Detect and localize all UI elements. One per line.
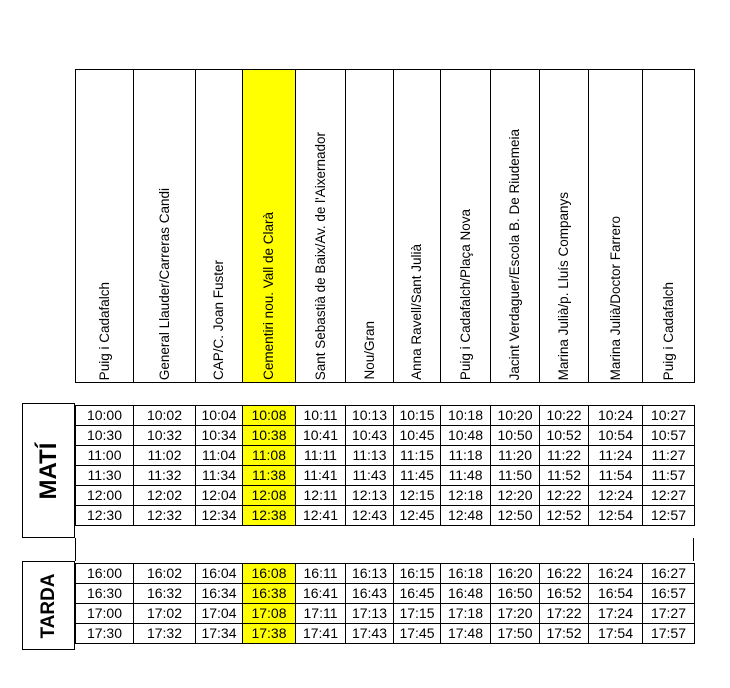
time-cell: 17:24 [589,604,643,624]
time-cell: 12:18 [441,486,491,506]
time-cell: 10:13 [346,406,394,426]
time-cell: 11:43 [346,466,394,486]
table-row [76,506,695,526]
stop-name: CAP/C. Joan Fuster [211,259,226,380]
time-cell: 10:41 [296,426,346,446]
time-cell: 11:00 [76,446,134,466]
time-cell: 17:02 [134,604,196,624]
time-cell: 17:32 [134,624,196,644]
time-cell: 10:43 [346,426,394,446]
time-cell: 17:00 [76,604,134,624]
time-cell: 12:02 [134,486,196,506]
time-cell: 12:43 [346,506,394,526]
time-cell: 12:22 [540,486,589,506]
time-cell: 10:24 [589,406,643,426]
time-cell: 16:22 [540,564,589,584]
time-cell: 17:38 [243,624,296,644]
section-mati-label-box [22,403,75,538]
table-row [76,426,695,446]
time-cell: 11:24 [589,446,643,466]
time-cell: 16:45 [394,584,441,604]
table-row [76,564,695,584]
stop-name: Marina Julià/Doctor Farrero [607,215,623,380]
time-cell: 16:30 [76,584,134,604]
time-cell: 11:32 [134,466,196,486]
time-cell: 16:18 [441,564,491,584]
time-cell: 11:04 [196,446,243,466]
time-cell: 17:08 [243,604,296,624]
time-cell: 16:20 [491,564,540,584]
time-cell: 10:02 [134,406,196,426]
time-cell: 11:34 [196,466,243,486]
time-cell: 12:11 [296,486,346,506]
stop-name: General Llauder/Carreras Candi [156,187,172,380]
time-cell: 10:48 [441,426,491,446]
time-cell: 12:38 [243,506,296,526]
time-cell: 17:20 [491,604,540,624]
stop-name: Puig i Cadafalch [660,281,676,380]
time-cell: 16:38 [243,584,296,604]
time-cell: 10:22 [540,406,589,426]
table-row [76,624,695,644]
time-cell: 17:30 [76,624,134,644]
time-cell: 16:08 [243,564,296,584]
time-cell: 10:50 [491,426,540,446]
time-cell: 10:34 [196,426,243,446]
time-cell: 16:48 [441,584,491,604]
time-cell: 17:18 [441,604,491,624]
time-cell: 10:30 [76,426,134,446]
time-cell: 10:08 [243,406,296,426]
table-row [76,584,695,604]
time-cell: 11:30 [76,466,134,486]
time-cell: 12:30 [76,506,134,526]
time-cell: 10:57 [643,426,695,446]
table-row [76,466,695,486]
time-cell: 10:52 [540,426,589,446]
time-cell: 11:18 [441,446,491,466]
table-row [76,604,695,624]
time-cell: 10:38 [243,426,296,446]
stop-header-8 [440,69,490,383]
time-cell: 11:11 [296,446,346,466]
time-cell: 16:00 [76,564,134,584]
time-cell: 12:45 [394,506,441,526]
time-cell: 17:43 [346,624,394,644]
time-cell: 16:15 [394,564,441,584]
stop-header-3 [195,69,242,383]
section-tarda-label: TARDA [37,572,59,639]
time-cell: 17:34 [196,624,243,644]
stop-header-12 [642,69,695,383]
schedule-table-mati [75,405,695,526]
time-cell: 16:32 [134,584,196,604]
time-cell: 16:43 [346,584,394,604]
time-cell: 10:27 [643,406,695,426]
stop-header-10 [539,69,588,383]
time-cell: 11:13 [346,446,394,466]
stop-name: Puig i Cadafalch/Plaça Nova [457,208,473,380]
time-cell: 17:57 [643,624,695,644]
time-cell: 12:15 [394,486,441,506]
time-cell: 12:57 [643,506,695,526]
stop-header-7 [393,69,440,383]
time-cell: 16:54 [589,584,643,604]
time-cell: 10:00 [76,406,134,426]
time-cell: 17:48 [441,624,491,644]
time-cell: 11:48 [441,466,491,486]
time-cell: 10:32 [134,426,196,446]
stop-name: Marina Julià/p. Lluís Companys [556,191,571,380]
section-tarda-label-box [22,561,75,650]
time-cell: 12:54 [589,506,643,526]
time-cell: 10:20 [491,406,540,426]
time-cell: 17:11 [296,604,346,624]
time-cell: 16:04 [196,564,243,584]
time-cell: 16:02 [134,564,196,584]
schedule-table-tarda [75,563,695,644]
time-cell: 12:24 [589,486,643,506]
time-cell: 10:18 [441,406,491,426]
stop-name: Anna Ravell/Sant Julià [409,244,424,380]
stop-header-9 [490,69,539,383]
time-cell: 17:54 [589,624,643,644]
time-cell: 17:15 [394,604,441,624]
time-cell: 10:04 [196,406,243,426]
time-cell: 11:15 [394,446,441,466]
stop-header-6 [345,69,393,383]
time-cell: 16:41 [296,584,346,604]
time-cell: 12:13 [346,486,394,506]
time-cell: 10:45 [394,426,441,446]
time-cell: 11:20 [491,446,540,466]
time-cell: 10:15 [394,406,441,426]
time-cell: 11:57 [643,466,695,486]
time-cell: 11:38 [243,466,296,486]
time-cell: 17:50 [491,624,540,644]
stop-header-2 [133,69,195,383]
stop-name: Nou/Gran [361,321,377,380]
time-cell: 11:50 [491,466,540,486]
stop-header-11 [588,69,642,383]
stop-header-5 [295,69,345,383]
time-cell: 12:50 [491,506,540,526]
time-cell: 11:54 [589,466,643,486]
time-cell: 12:08 [243,486,296,506]
time-cell: 16:34 [196,584,243,604]
time-cell: 16:24 [589,564,643,584]
time-cell: 11:45 [394,466,441,486]
stop-name: Puig i Cadafalch [96,281,112,380]
time-cell: 17:04 [196,604,243,624]
table-row [76,446,695,466]
section-separator [75,538,694,561]
time-cell: 17:13 [346,604,394,624]
time-cell: 12:32 [134,506,196,526]
time-cell: 11:52 [540,466,589,486]
time-cell: 17:27 [643,604,695,624]
table-row [76,486,695,506]
time-cell: 10:11 [296,406,346,426]
time-cell: 11:27 [643,446,695,466]
time-cell: 12:48 [441,506,491,526]
section-mati-label: MATÍ [34,442,62,499]
time-cell: 12:04 [196,486,243,506]
time-cell: 10:54 [589,426,643,446]
time-cell: 12:52 [540,506,589,526]
time-cell: 12:00 [76,486,134,506]
time-cell: 11:22 [540,446,589,466]
time-cell: 16:57 [643,584,695,604]
stop-name: Sant Sebastià de Baix/Av. de l'Aixernador [312,131,328,380]
time-cell: 16:11 [296,564,346,584]
time-cell: 12:27 [643,486,695,506]
table-row [76,406,695,426]
time-cell: 11:02 [134,446,196,466]
time-cell: 16:13 [346,564,394,584]
stop-name: Cementiri nou. Vall de Clarà [261,212,276,380]
time-cell: 16:50 [491,584,540,604]
time-cell: 11:08 [243,446,296,466]
time-cell: 12:34 [196,506,243,526]
time-cell: 16:52 [540,584,589,604]
time-cell: 12:41 [296,506,346,526]
time-cell: 16:27 [643,564,695,584]
time-cell: 12:20 [491,486,540,506]
stop-header-4 [242,69,295,383]
time-cell: 17:45 [394,624,441,644]
time-cell: 17:22 [540,604,589,624]
stop-header-1 [75,69,133,383]
stop-name: Jacint Verdaguer/Escola B. De Riudemeia [507,128,522,380]
time-cell: 17:52 [540,624,589,644]
time-cell: 11:41 [296,466,346,486]
time-cell: 17:41 [296,624,346,644]
